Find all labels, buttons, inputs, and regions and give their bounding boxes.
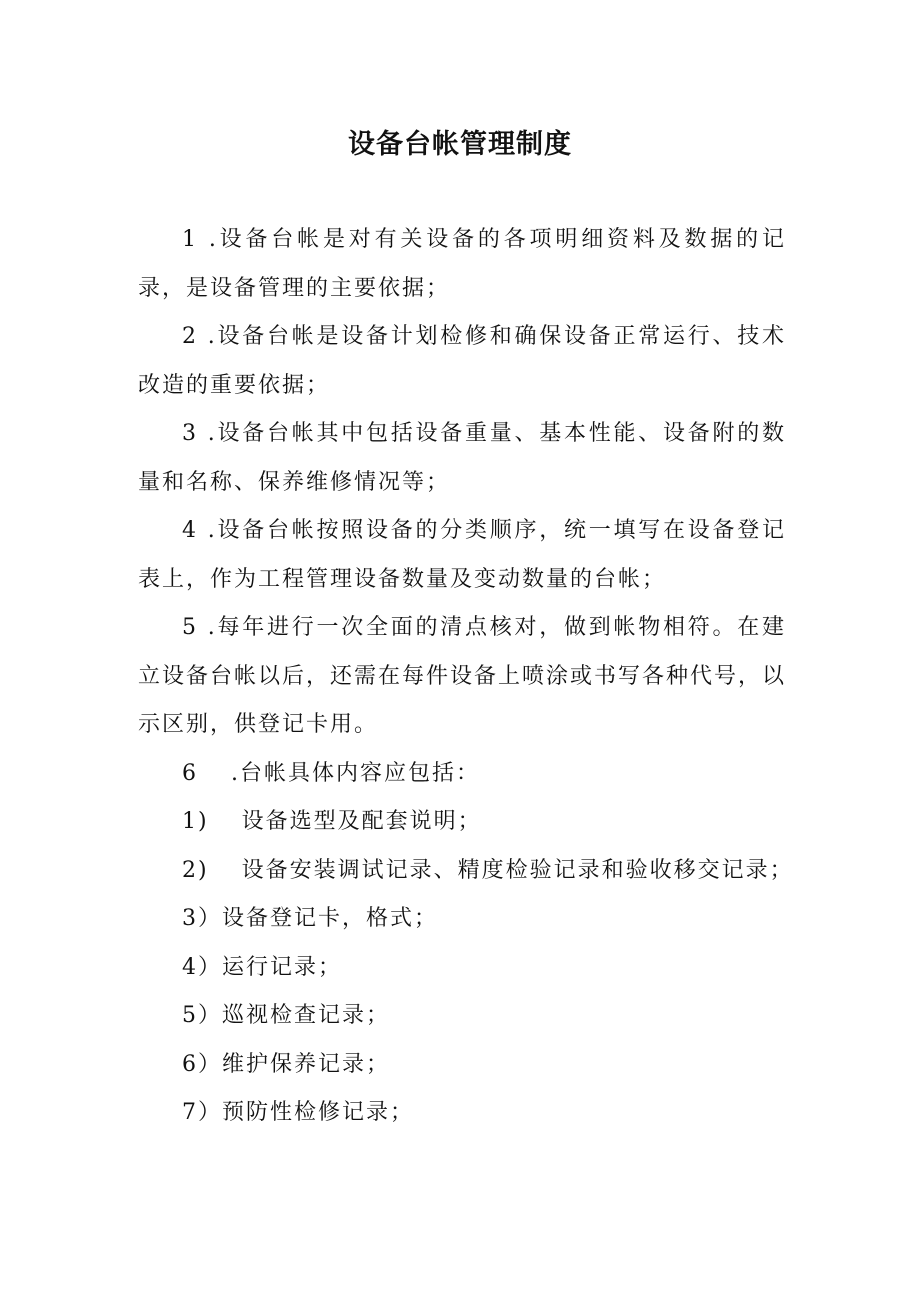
list-item-6: 6）维护保养记录； — [182, 1051, 390, 1077]
paragraph-3: 3 .设备台帐其中包括设备重量、基本性能、设备附的数量和名称、保养维修情况等； — [138, 421, 786, 495]
document-body — [138, 216, 794, 1138]
document-title: 设备台帐管理制度 — [348, 129, 572, 160]
paragraph-6: 6 .台帐具体内容应包括： — [182, 760, 480, 786]
list-item-3: 3）设备登记卡，格式； — [182, 906, 438, 931]
paragraph-1: 1 .设备台帐是对有关设备的各项明细资料及数据的记录，是设备管理的主要依据； — [138, 227, 786, 301]
list-item-4: 4）运行记录； — [182, 954, 342, 980]
list-item-2: 2) 设备安装调试记录、精度检验记录和验收移交记录； — [182, 857, 794, 883]
list-item-1: 1) 设备选型及配套说明； — [182, 809, 482, 834]
paragraph-4: 4 .设备台帐按照设备的分类顺序，统一填写在设备登记表上，作为工程管理设备数量及变动数量的台帐； — [138, 518, 786, 592]
list-item-5: 5）巡视检查记录； — [182, 1003, 390, 1028]
paragraph-5: 5 .每年进行一次全面的清点核对，做到帐物相符。在建立设备台帐以后，还需在每件设备上喷涂或书写各种代号，以示区别，供登记卡用。 — [138, 615, 787, 737]
list-item-7: 7）预防性检修记录； — [182, 1100, 414, 1125]
paragraph-2: 2 .设备台帐是设备计划检修和确保设备正常运行、技术改造的重要依据； — [138, 324, 786, 398]
